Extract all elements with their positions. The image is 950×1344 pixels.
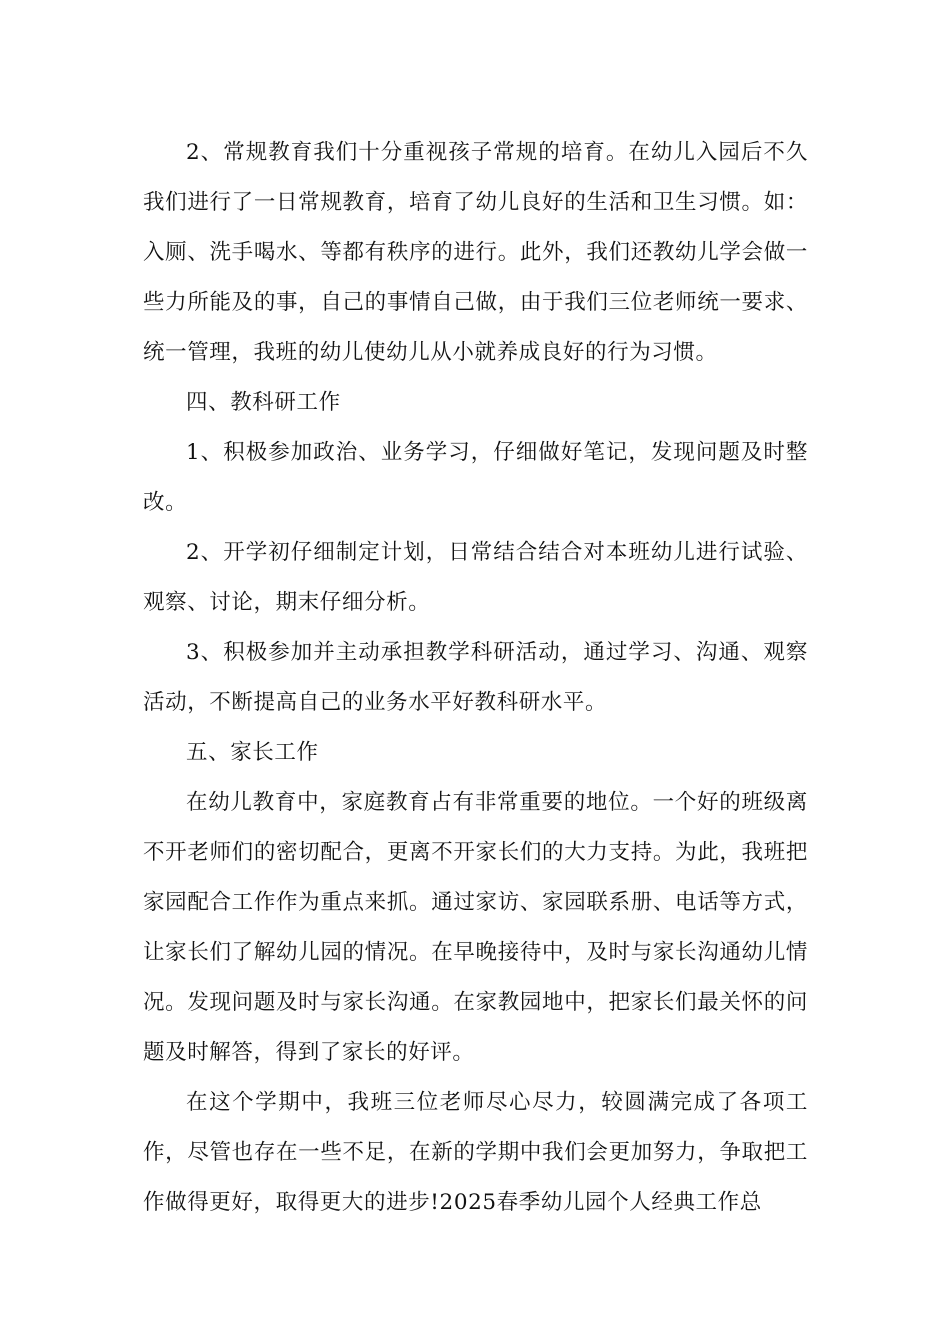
paragraph-research-1: 1、积极参加政治、业务学习，仔细做好笔记，发现问题及时整改。 <box>143 440 808 515</box>
paragraph-parents-work: 在幼儿教育中，家庭教育占有非常重要的地位。一个好的班级离不开老师们的密切配合，更离不开家长们的大力支持。为此，我班把家园配合工作作为重点来抓。通过家访、家园联系册、电话等方式，让家长们了解幼儿园的情况。在早晚接待中，及时与家长沟通幼儿情况。发现问题及时与家长沟通。在家教园地中，把家长们最关怀的问题及时解答，得到了家长的好评。 <box>143 790 808 1065</box>
paragraph-research-2: 2、开学初仔细制定计划，日常结合结合对本班幼儿进行试验、观察、讨论，期末仔细分析。 <box>143 540 808 615</box>
section-heading-parents: 五、家长工作 <box>186 740 319 765</box>
document-body <box>143 128 808 1228</box>
paragraph-routine-education: 2、常规教育我们十分重视孩子常规的培育。在幼儿入园后不久我们进行了一日常规教育，培育了幼儿良好的生活和卫生习惯。如：入厕、洗手喝水、等都有秩序的进行。此外，我们还教幼儿学会做一些力所能及的事，自己的事情自己做，由于我们三位老师统一要求、统一管理，我班的幼儿使幼儿从小就养成良好的行为习惯。 <box>143 140 808 365</box>
section-heading-research: 四、教科研工作 <box>186 390 341 415</box>
paragraph-research-3: 3、积极参加并主动承担教学科研活动，通过学习、沟通、观察活动，不断提高自己的业务水平好教科研水平。 <box>143 640 808 715</box>
paragraph-semester-summary: 在这个学期中，我班三位老师尽心尽力，较圆满完成了各项工作，尽管也存在一些不足，在新的学期中我们会更加努力，争取把工作做得更好，取得更大的进步!2025春季幼儿园个人经典工作总 <box>143 1090 808 1215</box>
